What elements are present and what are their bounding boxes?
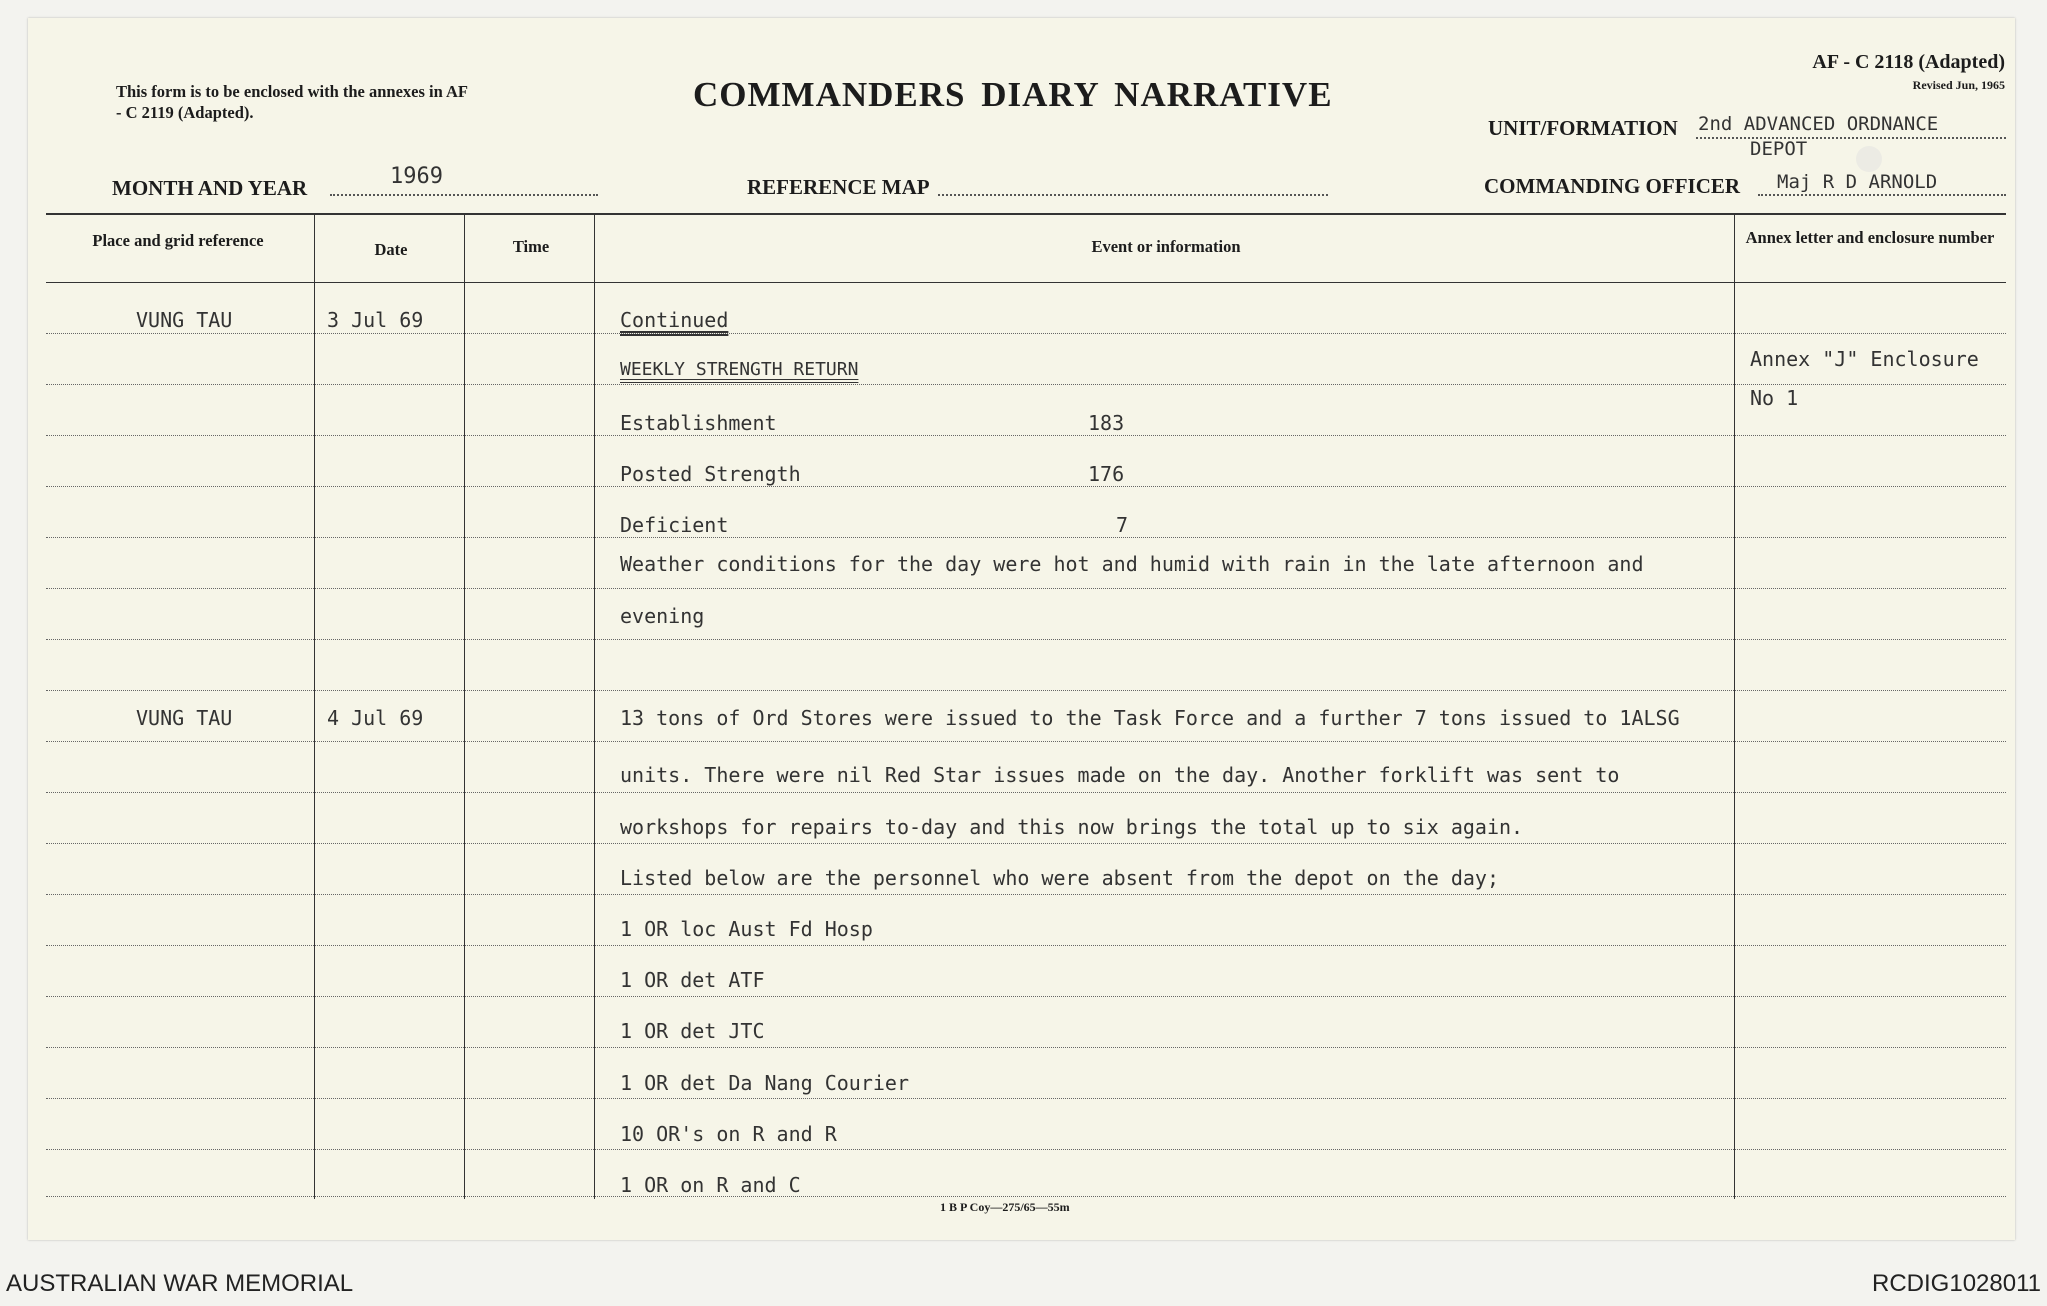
entry-continued: Continued [620, 308, 729, 332]
row-rule [46, 384, 2006, 385]
archive-credit: AUSTRALIAN WAR MEMORIAL [6, 1270, 354, 1297]
column-header-time: Time [512, 237, 550, 256]
row-rule [46, 435, 2006, 436]
entry-text-line: workshops for repairs to-day and this now brings the total up to six again. [620, 815, 1524, 839]
row-rule [46, 945, 2006, 946]
row-rule [46, 333, 2006, 334]
entry-text-line: 13 tons of Ord Stores were issued to the Task Force and a further 7 tons issued to 1ALSG [620, 706, 1680, 730]
absent-personnel-item: 1 OR loc Aust Fd Hosp [620, 917, 873, 941]
establishment-label: Establishment [620, 411, 777, 435]
row-rule [46, 639, 2006, 640]
row-rule [46, 792, 2006, 793]
annex-reference: Annex "J" Enclosure [1750, 347, 1979, 371]
entry-place: VUNG TAU [136, 308, 233, 332]
row-rule [46, 741, 2006, 742]
month-year-label: MONTH AND YEAR [112, 176, 308, 200]
form-revised-date: Revised Jun, 1965 [1912, 78, 2005, 92]
form-enclosure-note: This form is to be enclosed with the annexes in AF - C 2119 (Adapted). [116, 82, 468, 122]
column-header-date: Date [374, 240, 408, 259]
unit-formation-dotline [1696, 137, 2006, 139]
posted-strength-value: 176 [1088, 462, 1125, 486]
row-rule [46, 690, 2006, 691]
diary-form-sheet [28, 18, 2015, 1240]
column-header-place: Place and grid reference [92, 231, 264, 250]
row-rule [46, 894, 2006, 895]
annex-enclosure-number: No 1 [1750, 386, 1799, 410]
reference-map-dotline [938, 194, 1328, 196]
row-rule [46, 1047, 2006, 1048]
table-header-rule [46, 282, 2006, 283]
entry-date: 3 Jul 69 [327, 308, 424, 332]
unit-formation-value: 2nd ADVANCED ORDNANCE [1698, 113, 1939, 135]
absent-personnel-item: 1 OR on R and C [620, 1173, 801, 1197]
entry-date: 4 Jul 69 [327, 706, 424, 730]
establishment-value: 183 [1088, 411, 1125, 435]
weather-line-1: Weather conditions for the day were hot and humid with rain in the late afternoon and [620, 552, 1644, 576]
column-divider-event [1734, 213, 1735, 1199]
archive-record-id: RCDIG1028011 [1872, 1270, 2041, 1297]
commanding-officer-value: Maj R D ARNOLD [1777, 171, 1938, 193]
column-divider-place [314, 213, 315, 1199]
entry-heading: WEEKLY STRENGTH RETURN [620, 359, 859, 380]
absent-personnel-item: 1 OR det ATF [620, 968, 765, 992]
column-divider-time [594, 213, 595, 1199]
unit-formation-value-line2: DEPOT [1750, 138, 1808, 160]
row-rule [46, 1196, 2006, 1197]
entry-text-line: Listed below are the personnel who were absent from the depot on the day; [620, 866, 1499, 890]
row-rule [46, 537, 2006, 538]
unit-formation-label: UNIT/FORMATION [1488, 116, 1678, 140]
month-year-value: 1969 [390, 164, 443, 189]
row-rule [46, 996, 2006, 997]
row-rule [46, 1098, 2006, 1099]
reference-map-label: REFERENCE MAP [747, 175, 930, 199]
weather-line-2: evening [620, 604, 705, 628]
row-rule [46, 588, 2006, 589]
row-rule [46, 486, 2006, 487]
absent-personnel-item: 1 OR det Da Nang Courier [620, 1071, 909, 1095]
column-divider-date [464, 213, 465, 1199]
table-top-rule [46, 213, 2006, 215]
commanding-officer-dotline [1758, 194, 2006, 196]
form-number: AF - C 2118 (Adapted) [1812, 51, 2005, 73]
printer-imprint: 1 B P Coy—275/65—55m [940, 1200, 1070, 1214]
row-rule [46, 1149, 2006, 1150]
absent-personnel-item: 10 OR's on R and R [620, 1122, 837, 1146]
posted-strength-label: Posted Strength [620, 462, 801, 486]
row-rule [46, 843, 2006, 844]
commanding-officer-label: COMMANDING OFFICER [1484, 174, 1741, 198]
column-header-annex: Annex letter and enclosure number [1745, 228, 1995, 247]
deficient-label: Deficient [620, 513, 729, 537]
form-title: COMMANDERS DIARY NARRATIVE [693, 75, 1333, 114]
entry-place: VUNG TAU [136, 706, 233, 730]
punch-hole [1856, 146, 1882, 172]
month-year-dotline [330, 194, 598, 196]
absent-personnel-item: 1 OR det JTC [620, 1019, 765, 1043]
column-header-event: Event or information [1091, 237, 1241, 256]
deficient-value: 7 [1116, 513, 1129, 537]
entry-text-line: units. There were nil Red Star issues made on the day. Another forklift was sent to [620, 763, 1620, 787]
